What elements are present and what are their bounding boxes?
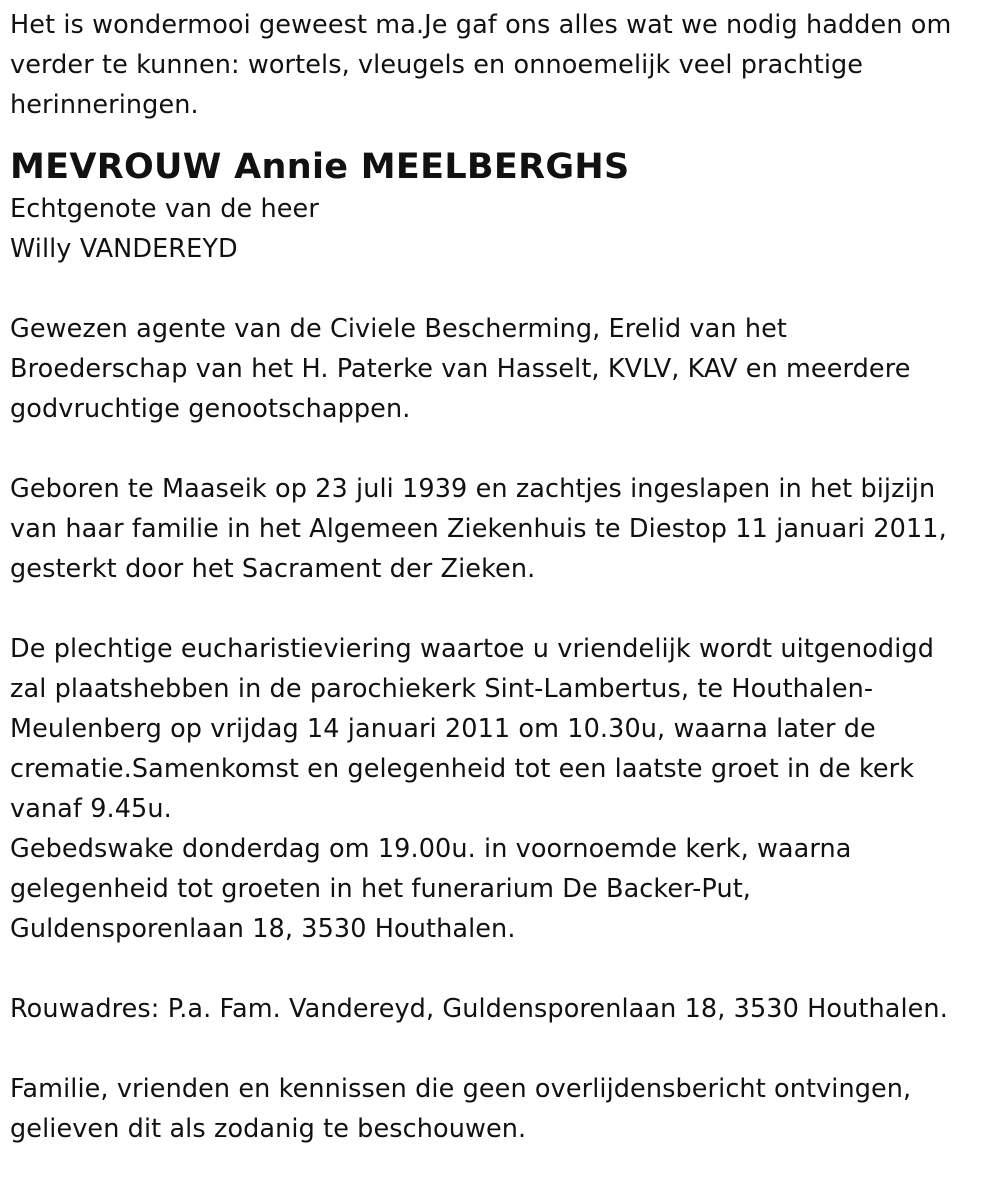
spouse-paragraph: [10, 189, 995, 269]
spacer: [10, 269, 995, 309]
spacer: [10, 429, 995, 469]
spacer: [10, 949, 995, 989]
intro-line: Het is wondermooi geweest ma.Je gaf ons alles wat we nodig hadden om: [10, 10, 952, 40]
ceremony-paragraph: [10, 629, 995, 949]
spacer: [10, 589, 995, 629]
affiliations-line: godvruchtige genootschappen.: [10, 394, 411, 424]
spacer: [10, 1029, 995, 1069]
affiliations-line: Broederschap van het H. Paterke van Hasselt, KVLV, KAV en meerdere: [10, 354, 911, 384]
obituary-notice: [10, 5, 995, 1149]
birth-death-paragraph: [10, 469, 995, 589]
deceased-name: MEVROUW Annie MEELBERGHS: [10, 147, 630, 187]
closing-line: gelieven dit als zodanig te beschouwen.: [10, 1114, 527, 1144]
ceremony-line: vanaf 9.45u.: [10, 794, 172, 824]
ceremony-line: Meulenberg op vrijdag 14 januari 2011 om 10.30u, waarna later de: [10, 714, 876, 744]
ceremony-line: Guldensporenlaan 18, 3530 Houthalen.: [10, 914, 516, 944]
closing-line: Familie, vrienden en kennissen die geen overlijdensbericht ontvingen,: [10, 1074, 912, 1104]
closing-paragraph: [10, 1069, 995, 1149]
affiliations-paragraph: [10, 309, 995, 429]
ceremony-line: De plechtige eucharistieviering waartoe u vriendelijk wordt uitgenodigd: [10, 634, 934, 664]
ceremony-line: gelegenheid tot groeten in het funerarium De Backer-Put,: [10, 874, 752, 904]
ceremony-line: zal plaatshebben in de parochiekerk Sint-Lambertus, te Houthalen-: [10, 674, 874, 704]
mourning-address-paragraph: [10, 989, 995, 1029]
affiliations-line: Gewezen agente van de Civiele Bescherming, Erelid van het: [10, 314, 787, 344]
spouse-line: Echtgenote van de heer: [10, 194, 319, 224]
mourning-address-line: Rouwadres: P.a. Fam. Vandereyd, Guldensporenlaan 18, 3530 Houthalen.: [10, 994, 948, 1024]
birth-death-line: Geboren te Maaseik op 23 juli 1939 en zachtjes ingeslapen in het bijzijn: [10, 474, 936, 504]
intro-paragraph: [10, 5, 995, 125]
ceremony-line: Gebedswake donderdag om 19.00u. in voornoemde kerk, waarna: [10, 834, 852, 864]
birth-death-line: gesterkt door het Sacrament der Zieken.: [10, 554, 536, 584]
intro-line: herinneringen.: [10, 90, 199, 120]
spouse-line: Willy VANDEREYD: [10, 234, 238, 264]
intro-line: verder te kunnen: wortels, vleugels en onnoemelijk veel prachtige: [10, 50, 864, 80]
ceremony-line: crematie.Samenkomst en gelegenheid tot een laatste groet in de kerk: [10, 754, 915, 784]
spacer: [10, 125, 995, 145]
birth-death-line: van haar familie in het Algemeen Ziekenhuis te Diestop 11 januari 2011,: [10, 514, 947, 544]
